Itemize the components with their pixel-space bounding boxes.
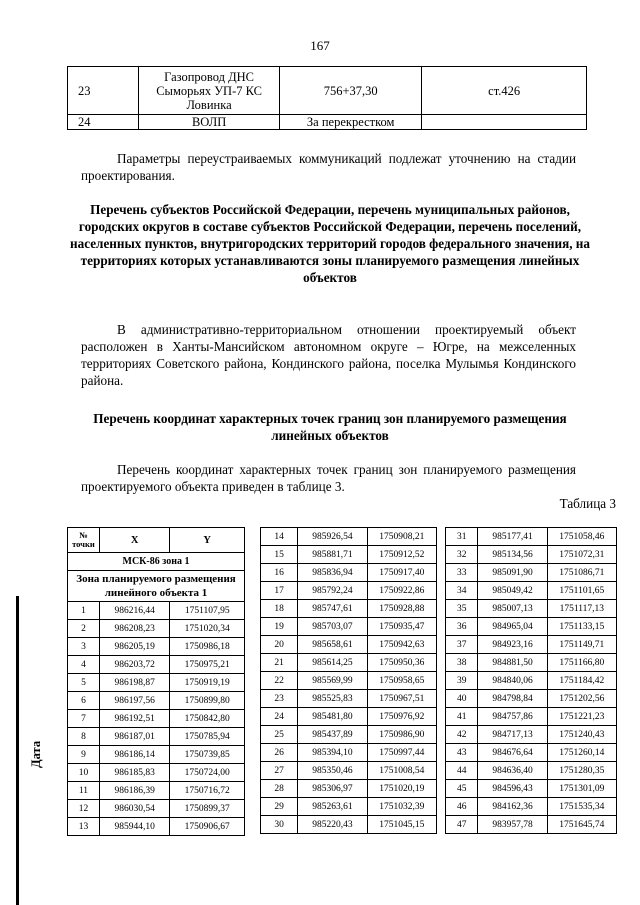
- table-row: [68, 553, 245, 571]
- y-coordinate-cell: 1750724,00: [170, 764, 245, 782]
- y-coordinate-cell: 1751133,15: [547, 618, 616, 636]
- y-coordinate-cell: 1750908,21: [367, 528, 436, 546]
- table-row: [68, 67, 587, 115]
- x-coordinate-cell: 985091,90: [478, 564, 547, 582]
- point-number-cell: 47: [446, 816, 478, 834]
- table-row: [446, 708, 617, 726]
- point-number-cell: 8: [68, 728, 100, 746]
- point-number-cell: 7: [68, 710, 100, 728]
- table-row: [68, 764, 245, 782]
- table-row: [68, 674, 245, 692]
- y-coordinate-cell: 1750967,51: [367, 690, 436, 708]
- x-coordinate-cell: 985944,10: [99, 818, 170, 836]
- point-number-cell: 21: [261, 654, 298, 672]
- point-number-cell: 36: [446, 618, 478, 636]
- table-row: [446, 654, 617, 672]
- col-header-y: Y: [170, 528, 245, 553]
- point-number-cell: 41: [446, 708, 478, 726]
- table-row: [261, 780, 437, 798]
- table-row: [446, 582, 617, 600]
- y-coordinate-cell: 1750950,36: [367, 654, 436, 672]
- point-number-cell: 10: [68, 764, 100, 782]
- y-coordinate-cell: 1751221,23: [547, 708, 616, 726]
- x-coordinate-cell: 986187,01: [99, 728, 170, 746]
- y-coordinate-cell: 1751101,65: [547, 582, 616, 600]
- row-location: За перекрестком: [280, 115, 422, 130]
- x-coordinate-cell: 985658,61: [298, 636, 367, 654]
- point-number-cell: 35: [446, 600, 478, 618]
- y-coordinate-cell: 1750976,92: [367, 708, 436, 726]
- x-coordinate-cell: 984798,84: [478, 690, 547, 708]
- coordinates-table-3: [445, 527, 617, 834]
- heading-coordinates: Перечень координат характерных точек границ зон планируемого размещения линейных объектов: [93, 411, 567, 443]
- y-coordinate-cell: 1751107,95: [170, 602, 245, 620]
- x-coordinate-cell: 984596,43: [478, 780, 547, 798]
- table-row: [446, 798, 617, 816]
- x-coordinate-cell: 986030,54: [99, 800, 170, 818]
- y-coordinate-cell: 1751117,13: [547, 600, 616, 618]
- coordinates-table-2: [260, 527, 437, 834]
- table-row: [261, 636, 437, 654]
- point-number-cell: 16: [261, 564, 298, 582]
- x-coordinate-cell: 984757,86: [478, 708, 547, 726]
- y-coordinate-cell: 1750942,63: [367, 636, 436, 654]
- y-coordinate-cell: 1750986,90: [367, 726, 436, 744]
- table-row: [446, 762, 617, 780]
- paragraph-table-reference: Перечень координат характерных точек границ зон планируемого размещения проектируемого объекта приведен в таблице 3.: [81, 462, 576, 494]
- y-coordinate-cell: 1750785,94: [170, 728, 245, 746]
- point-number-cell: 12: [68, 800, 100, 818]
- paragraph-parameters: Параметры переустраиваемых коммуникаций подлежат уточнению на стадии проектирования.: [81, 151, 576, 183]
- y-coordinate-cell: 1750739,85: [170, 746, 245, 764]
- y-coordinate-cell: 1751535,34: [547, 798, 616, 816]
- table-row: [446, 636, 617, 654]
- x-coordinate-cell: 985306,97: [298, 780, 367, 798]
- y-coordinate-cell: 1750922,86: [367, 582, 436, 600]
- table-row: [68, 620, 245, 638]
- point-number-cell: 30: [261, 816, 298, 834]
- point-number-cell: 44: [446, 762, 478, 780]
- table-row: [261, 618, 437, 636]
- point-number-cell: 11: [68, 782, 100, 800]
- x-coordinate-cell: 985134,56: [478, 546, 547, 564]
- y-coordinate-cell: 1750928,88: [367, 600, 436, 618]
- y-coordinate-cell: 1751020,34: [170, 620, 245, 638]
- table-row: [261, 690, 437, 708]
- x-coordinate-cell: 984881,50: [478, 654, 547, 672]
- point-number-cell: 43: [446, 744, 478, 762]
- col-header-x: X: [99, 528, 170, 553]
- x-coordinate-cell: 985836,94: [298, 564, 367, 582]
- table-row: [68, 638, 245, 656]
- y-coordinate-cell: 1751280,35: [547, 762, 616, 780]
- table-row: [261, 762, 437, 780]
- row-name: ВОЛП: [139, 115, 280, 130]
- table-row: [68, 746, 245, 764]
- y-coordinate-cell: 1750917,40: [367, 564, 436, 582]
- point-number-cell: 19: [261, 618, 298, 636]
- table-row: [261, 816, 437, 834]
- coordinates-table-1: [67, 527, 245, 836]
- table-row: [68, 800, 245, 818]
- point-number-cell: 23: [261, 690, 298, 708]
- table-row: [261, 600, 437, 618]
- table-row: [446, 744, 617, 762]
- x-coordinate-cell: 985007,13: [478, 600, 547, 618]
- table-row: [261, 528, 437, 546]
- table-row: [68, 115, 587, 130]
- table-row: [446, 600, 617, 618]
- x-coordinate-cell: 986186,39: [99, 782, 170, 800]
- row-name: Газопровод ДНС Сыморьях УП-7 КС Ловинка: [139, 67, 280, 115]
- heading-subjects-list: Перечень субъектов Российской Федерации, перечень муниципальных районов, городских округов в составе субъектов Российской Федерации, перечень поселений, населенных пунктов, внутригородских территорий городов федерального значения, на территориях которых устанавливаются зоны планируемого размещения линейных объектов: [70, 202, 591, 285]
- y-coordinate-cell: 1751008,54: [367, 762, 436, 780]
- x-coordinate-cell: 986197,56: [99, 692, 170, 710]
- point-number-cell: 22: [261, 672, 298, 690]
- point-number-cell: 45: [446, 780, 478, 798]
- x-coordinate-cell: 986208,23: [99, 620, 170, 638]
- y-coordinate-cell: 1750975,21: [170, 656, 245, 674]
- margin-border-line: [16, 596, 19, 905]
- table-row: [68, 571, 245, 602]
- table-row: [68, 656, 245, 674]
- communications-table: [67, 66, 587, 130]
- x-coordinate-cell: 986216,44: [99, 602, 170, 620]
- y-coordinate-cell: 1751045,15: [367, 816, 436, 834]
- point-number-cell: 33: [446, 564, 478, 582]
- zone-title: Зона планируемого размещения линейного объекта 1: [68, 571, 245, 602]
- table-row: [446, 618, 617, 636]
- x-coordinate-cell: 986205,19: [99, 638, 170, 656]
- x-coordinate-cell: 986186,14: [99, 746, 170, 764]
- row-location: 756+37,30: [280, 67, 422, 115]
- x-coordinate-cell: 985177,41: [478, 528, 547, 546]
- point-number-cell: 20: [261, 636, 298, 654]
- y-coordinate-cell: 1751086,71: [547, 564, 616, 582]
- table-row: [261, 546, 437, 564]
- point-number-cell: 4: [68, 656, 100, 674]
- x-coordinate-cell: 984162,36: [478, 798, 547, 816]
- table-row: [261, 672, 437, 690]
- table-row: [446, 690, 617, 708]
- row-number: 23: [68, 67, 139, 115]
- table-row: [261, 564, 437, 582]
- table-row: [261, 798, 437, 816]
- x-coordinate-cell: 984965,04: [478, 618, 547, 636]
- y-coordinate-cell: 1750842,80: [170, 710, 245, 728]
- row-reference: [422, 115, 587, 130]
- y-coordinate-cell: 1751020,19: [367, 780, 436, 798]
- y-coordinate-cell: 1751058,46: [547, 528, 616, 546]
- y-coordinate-cell: 1750958,65: [367, 672, 436, 690]
- margin-date-label: Дата: [29, 740, 43, 768]
- point-number-cell: 1: [68, 602, 100, 620]
- point-number-cell: 6: [68, 692, 100, 710]
- table-row: [261, 582, 437, 600]
- x-coordinate-cell: 983957,78: [478, 816, 547, 834]
- y-coordinate-cell: 1751149,71: [547, 636, 616, 654]
- y-coordinate-cell: 1750899,37: [170, 800, 245, 818]
- point-number-cell: 39: [446, 672, 478, 690]
- y-coordinate-cell: 1750997,44: [367, 744, 436, 762]
- point-number-cell: 14: [261, 528, 298, 546]
- y-coordinate-cell: 1750912,52: [367, 546, 436, 564]
- row-reference: ст.426: [422, 67, 587, 115]
- x-coordinate-cell: 986192,51: [99, 710, 170, 728]
- x-coordinate-cell: 985747,61: [298, 600, 367, 618]
- table-row: [261, 744, 437, 762]
- table-row: [446, 546, 617, 564]
- point-number-cell: 28: [261, 780, 298, 798]
- table-header-row: [68, 528, 245, 553]
- point-number-cell: 26: [261, 744, 298, 762]
- y-coordinate-cell: 1751072,31: [547, 546, 616, 564]
- point-number-cell: 18: [261, 600, 298, 618]
- y-coordinate-cell: 1751166,80: [547, 654, 616, 672]
- table-row: [446, 726, 617, 744]
- y-coordinate-cell: 1750899,80: [170, 692, 245, 710]
- table-row: [446, 816, 617, 834]
- table-caption: Таблица 3: [559, 496, 616, 511]
- y-coordinate-cell: 1750935,47: [367, 618, 436, 636]
- x-coordinate-cell: 985703,07: [298, 618, 367, 636]
- paragraph-location: В административно-территориальном отношении проектируемый объект расположен в Ханты-Мансийском автономном округе – Югре, на межселенных территориях Советского района, Кондинского района, поселка Мулымья Кондинского района.: [81, 322, 576, 388]
- point-number-cell: 27: [261, 762, 298, 780]
- table-row: [68, 782, 245, 800]
- x-coordinate-cell: 985881,71: [298, 546, 367, 564]
- table-row: [446, 672, 617, 690]
- y-coordinate-cell: 1750906,67: [170, 818, 245, 836]
- table-row: [446, 780, 617, 798]
- page-number: 167: [310, 38, 330, 53]
- point-number-cell: 29: [261, 798, 298, 816]
- x-coordinate-cell: 984636,40: [478, 762, 547, 780]
- point-number-cell: 42: [446, 726, 478, 744]
- x-coordinate-cell: 985220,43: [298, 816, 367, 834]
- x-coordinate-cell: 985049,42: [478, 582, 547, 600]
- y-coordinate-cell: 1750919,19: [170, 674, 245, 692]
- table-row: [261, 726, 437, 744]
- point-number-cell: 3: [68, 638, 100, 656]
- x-coordinate-cell: 985350,46: [298, 762, 367, 780]
- x-coordinate-cell: 984676,64: [478, 744, 547, 762]
- table-row: [446, 564, 617, 582]
- point-number-cell: 9: [68, 746, 100, 764]
- table-row: [446, 528, 617, 546]
- x-coordinate-cell: 984923,16: [478, 636, 547, 654]
- table-row: [68, 818, 245, 836]
- point-number-cell: 46: [446, 798, 478, 816]
- point-number-cell: 2: [68, 620, 100, 638]
- x-coordinate-cell: 986185,83: [99, 764, 170, 782]
- point-number-cell: 31: [446, 528, 478, 546]
- x-coordinate-cell: 984717,13: [478, 726, 547, 744]
- x-coordinate-cell: 986198,87: [99, 674, 170, 692]
- coordinate-system: МСК-86 зона 1: [68, 553, 245, 571]
- y-coordinate-cell: 1750716,72: [170, 782, 245, 800]
- point-number-cell: 34: [446, 582, 478, 600]
- table-row: [68, 602, 245, 620]
- row-number: 24: [68, 115, 139, 130]
- col-header-number: № точки: [68, 528, 100, 553]
- table-row: [261, 654, 437, 672]
- x-coordinate-cell: 985792,24: [298, 582, 367, 600]
- y-coordinate-cell: 1751184,42: [547, 672, 616, 690]
- y-coordinate-cell: 1751260,14: [547, 744, 616, 762]
- x-coordinate-cell: 985614,25: [298, 654, 367, 672]
- point-number-cell: 5: [68, 674, 100, 692]
- point-number-cell: 15: [261, 546, 298, 564]
- y-coordinate-cell: 1751645,74: [547, 816, 616, 834]
- x-coordinate-cell: 985569,99: [298, 672, 367, 690]
- point-number-cell: 40: [446, 690, 478, 708]
- y-coordinate-cell: 1751301,09: [547, 780, 616, 798]
- y-coordinate-cell: 1751032,39: [367, 798, 436, 816]
- table-row: [261, 708, 437, 726]
- y-coordinate-cell: 1751240,43: [547, 726, 616, 744]
- y-coordinate-cell: 1750986,18: [170, 638, 245, 656]
- point-number-cell: 25: [261, 726, 298, 744]
- x-coordinate-cell: 985525,83: [298, 690, 367, 708]
- point-number-cell: 13: [68, 818, 100, 836]
- point-number-cell: 24: [261, 708, 298, 726]
- x-coordinate-cell: 985394,10: [298, 744, 367, 762]
- x-coordinate-cell: 985926,54: [298, 528, 367, 546]
- table-row: [68, 692, 245, 710]
- y-coordinate-cell: 1751202,56: [547, 690, 616, 708]
- x-coordinate-cell: 984840,06: [478, 672, 547, 690]
- point-number-cell: 32: [446, 546, 478, 564]
- point-number-cell: 38: [446, 654, 478, 672]
- x-coordinate-cell: 985263,61: [298, 798, 367, 816]
- table-row: [68, 710, 245, 728]
- x-coordinate-cell: 986203,72: [99, 656, 170, 674]
- point-number-cell: 37: [446, 636, 478, 654]
- point-number-cell: 17: [261, 582, 298, 600]
- x-coordinate-cell: 985437,89: [298, 726, 367, 744]
- table-row: [68, 728, 245, 746]
- x-coordinate-cell: 985481,80: [298, 708, 367, 726]
